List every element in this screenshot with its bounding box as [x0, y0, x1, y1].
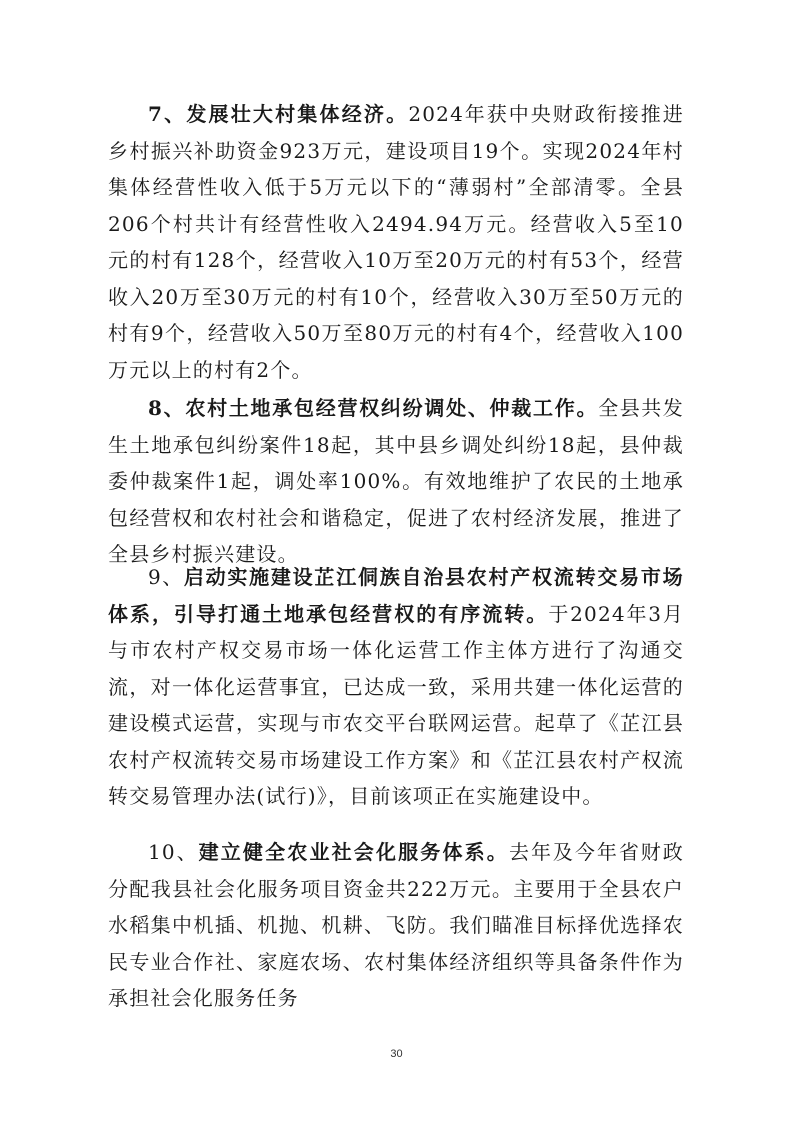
- paragraph-7: [108, 96, 684, 388]
- paragraph-8: [108, 390, 684, 573]
- paragraph-10-prefix: 10、: [148, 840, 199, 864]
- paragraph-8-body: 全县共发生土地承包纠纷案件18起，其中县乡调处纠纷18起，县仲裁委仲裁案件1起，调处率100%。有效地维护了农民的土地承包经营权和农村社会和谐稳定，促进了农村经济发展，推进了全县乡村振兴建设。: [108, 396, 684, 566]
- paragraph-9-heading: 启动实施建设芷江侗族自治县农村产权流转交易市场体系，引导打通土地承包经营权的有序流转。: [108, 565, 685, 626]
- paragraph-9: [108, 559, 684, 815]
- paragraph-8-heading: 8、农村土地承包经营权纠纷调处、仲裁工作。: [148, 396, 599, 420]
- paragraph-9-body: 于2024年3月与市农村产权交易市场一体化运营工作主体方进行了沟通交流，对一体化运营事宜，已达成一致，采用共建一体化运营的建设模式运营，实现与市农交平台联网运营。起草了《芷江县农村产权流转交易市场建设工作方案》和《芷江县农村产权流转交易管理办法(试行)》，目前该项正在实施建设中。: [108, 601, 684, 808]
- page-number: 30: [390, 1048, 403, 1060]
- paragraph-7-heading: 7、发展壮大村集体经济。: [148, 102, 409, 126]
- paragraph-7-body: 2024年获中央财政衔接推进乡村振兴补助资金923万元，建设项目19个。实现2024年村集体经营性收入低于5万元以下的“薄弱村”全部清零。全县206个村共计有经营性收入2494.94万元。经营收入5至10元的村有128个，经营收入10万至20万元的村有53个，经营收入20万至30万元的村有10个，经营收入30万至50万元的村有9个，经营收入50万至80万元的村有4个，经营收入100万元以上的村有2个。: [108, 102, 685, 382]
- paragraph-9-prefix: 9、: [148, 565, 184, 589]
- paragraph-10: [108, 834, 684, 1017]
- paragraph-10-heading: 建立健全农业社会化服务体系。: [198, 840, 509, 864]
- paragraph-10-body: 去年及今年省财政分配我县社会化服务项目资金共222万元。主要用于全县农户水稻集中机插、机抛、机耕、飞防。我们瞄准目标择优选择农民专业合作社、家庭农场、农村集体经济组织等具备条件作为承担社会化服务任务: [108, 840, 684, 1010]
